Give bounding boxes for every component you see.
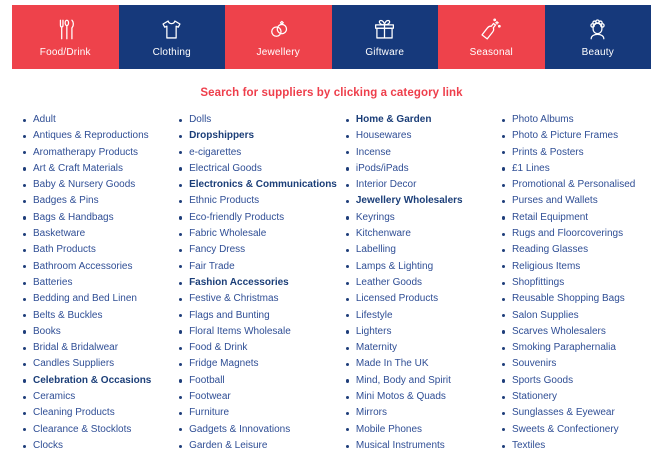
- tab-label: Giftware: [365, 47, 405, 58]
- category-link-reading-glasses[interactable]: Reading Glasses: [493, 242, 649, 258]
- category-column-1: [14, 112, 170, 454]
- category-link-ipods-ipads[interactable]: iPods/iPads: [337, 161, 493, 177]
- category-link-mind-body-and-spirit[interactable]: Mind, Body and Spirit: [337, 373, 493, 389]
- category-link-celebration-occasions[interactable]: Celebration & Occasions: [14, 373, 170, 389]
- category-link-cleaning-products[interactable]: Cleaning Products: [14, 405, 170, 421]
- tab-beauty[interactable]: [545, 5, 652, 69]
- category-link-interior-decor[interactable]: Interior Decor: [337, 177, 493, 193]
- tab-seasonal[interactable]: [438, 5, 545, 69]
- rings-icon: [265, 16, 292, 43]
- category-link-stationery[interactable]: Stationery: [493, 389, 649, 405]
- category-link-electrical-goods[interactable]: Electrical Goods: [170, 161, 337, 177]
- tab-label: Seasonal: [469, 47, 513, 58]
- category-link-scarves-wholesalers[interactable]: Scarves Wholesalers: [493, 324, 649, 340]
- category-link-lamps-lighting[interactable]: Lamps & Lighting: [337, 259, 493, 275]
- category-link-salon-supplies[interactable]: Salon Supplies: [493, 308, 649, 324]
- category-link-ceramics[interactable]: Ceramics: [14, 389, 170, 405]
- category-link-bridal-bridalwear[interactable]: Bridal & Bridalwear: [14, 340, 170, 356]
- category-link-clearance-stocklots[interactable]: Clearance & Stocklots: [14, 422, 170, 438]
- category-link-photo-albums[interactable]: Photo Albums: [493, 112, 649, 128]
- category-link-e-cigarettes[interactable]: e-cigarettes: [170, 145, 337, 161]
- tab-giftware[interactable]: [332, 5, 439, 69]
- category-link-souvenirs[interactable]: Souvenirs: [493, 356, 649, 372]
- category-link-bedding-and-bed-linen[interactable]: Bedding and Bed Linen: [14, 291, 170, 307]
- category-link-mobile-phones[interactable]: Mobile Phones: [337, 422, 493, 438]
- gift-icon: [371, 16, 398, 43]
- category-link-badges-pins[interactable]: Badges & Pins: [14, 193, 170, 209]
- category-link-fair-trade[interactable]: Fair Trade: [170, 259, 337, 275]
- category-link-lighters[interactable]: Lighters: [337, 324, 493, 340]
- tab-jewellery[interactable]: [225, 5, 332, 69]
- category-link-garden-leisure[interactable]: Garden & Leisure: [170, 438, 337, 454]
- category-link-adult[interactable]: Adult: [14, 112, 170, 128]
- category-link-incense[interactable]: Incense: [337, 145, 493, 161]
- tab-clothing[interactable]: [119, 5, 226, 69]
- category-link-footwear[interactable]: Footwear: [170, 389, 337, 405]
- category-link-sweets-confectionery[interactable]: Sweets & Confectionery: [493, 422, 649, 438]
- category-link-smoking-paraphernalia[interactable]: Smoking Paraphernalia: [493, 340, 649, 356]
- category-tab-bar: [12, 5, 651, 69]
- category-link-kitchenware[interactable]: Kitchenware: [337, 226, 493, 242]
- category-link-fridge-magnets[interactable]: Fridge Magnets: [170, 356, 337, 372]
- category-link-shopfittings[interactable]: Shopfittings: [493, 275, 649, 291]
- category-link-mirrors[interactable]: Mirrors: [337, 405, 493, 421]
- category-link-licensed-products[interactable]: Licensed Products: [337, 291, 493, 307]
- category-link-bathroom-accessories[interactable]: Bathroom Accessories: [14, 259, 170, 275]
- category-link-maternity[interactable]: Maternity: [337, 340, 493, 356]
- category-link-jewellery-wholesalers[interactable]: Jewellery Wholesalers: [337, 193, 493, 209]
- category-link-keyrings[interactable]: Keyrings: [337, 210, 493, 226]
- category-link-prints-posters[interactable]: Prints & Posters: [493, 145, 649, 161]
- tshirt-icon: [158, 16, 185, 43]
- category-link-textiles[interactable]: Textiles: [493, 438, 649, 454]
- tab-label: Beauty: [581, 47, 614, 58]
- category-link-fabric-wholesale[interactable]: Fabric Wholesale: [170, 226, 337, 242]
- champagne-icon: [478, 16, 505, 43]
- category-link-ethnic-products[interactable]: Ethnic Products: [170, 193, 337, 209]
- category-link-labelling[interactable]: Labelling: [337, 242, 493, 258]
- category-link-belts-buckles[interactable]: Belts & Buckles: [14, 308, 170, 324]
- category-link-fashion-accessories[interactable]: Fashion Accessories: [170, 275, 337, 291]
- category-link-musical-instruments[interactable]: Musical Instruments: [337, 438, 493, 454]
- category-link-housewares[interactable]: Housewares: [337, 128, 493, 144]
- category-link-bags-handbags[interactable]: Bags & Handbags: [14, 210, 170, 226]
- category-link-rugs-and-floorcoverings[interactable]: Rugs and Floorcoverings: [493, 226, 649, 242]
- category-link-photo-picture-frames[interactable]: Photo & Picture Frames: [493, 128, 649, 144]
- category-link-batteries[interactable]: Batteries: [14, 275, 170, 291]
- category-link-sports-goods[interactable]: Sports Goods: [493, 373, 649, 389]
- category-link-football[interactable]: Football: [170, 373, 337, 389]
- category-link-books[interactable]: Books: [14, 324, 170, 340]
- category-link-retail-equipment[interactable]: Retail Equipment: [493, 210, 649, 226]
- category-link-dolls[interactable]: Dolls: [170, 112, 337, 128]
- tab-label: Food/Drink: [39, 47, 91, 58]
- category-link-reusable-shopping-bags[interactable]: Reusable Shopping Bags: [493, 291, 649, 307]
- category-link-electronics-communications[interactable]: Electronics & Communications: [170, 177, 337, 193]
- tab-label: Jewellery: [256, 47, 300, 58]
- category-link-baby-nursery-goods[interactable]: Baby & Nursery Goods: [14, 177, 170, 193]
- category-link-home-garden[interactable]: Home & Garden: [337, 112, 493, 128]
- category-link-basketware[interactable]: Basketware: [14, 226, 170, 242]
- category-link-religious-items[interactable]: Religious Items: [493, 259, 649, 275]
- category-link-furniture[interactable]: Furniture: [170, 405, 337, 421]
- category-link-grid: [0, 112, 663, 454]
- page-heading: Search for suppliers by clicking a category link: [200, 87, 463, 99]
- category-link-bath-products[interactable]: Bath Products: [14, 242, 170, 258]
- category-link-festive-christmas[interactable]: Festive & Christmas: [170, 291, 337, 307]
- category-link-food-drink[interactable]: Food & Drink: [170, 340, 337, 356]
- category-link-eco-friendly-products[interactable]: Eco-friendly Products: [170, 210, 337, 226]
- category-link-leather-goods[interactable]: Leather Goods: [337, 275, 493, 291]
- category-link-1-lines[interactable]: £1 Lines: [493, 161, 649, 177]
- category-link-promotional-personalised[interactable]: Promotional & Personalised: [493, 177, 649, 193]
- tab-label: Clothing: [152, 47, 191, 58]
- category-link-lifestyle[interactable]: Lifestyle: [337, 308, 493, 324]
- beauty-icon: [584, 16, 611, 43]
- category-link-gadgets-innovations[interactable]: Gadgets & Innovations: [170, 422, 337, 438]
- category-column-3: [337, 112, 493, 454]
- category-link-clocks[interactable]: Clocks: [14, 438, 170, 454]
- category-link-sunglasses-eyewear[interactable]: Sunglasses & Eyewear: [493, 405, 649, 421]
- category-link-aromatherapy-products[interactable]: Aromatherapy Products: [14, 145, 170, 161]
- category-link-flags-and-bunting[interactable]: Flags and Bunting: [170, 308, 337, 324]
- category-link-made-in-the-uk[interactable]: Made In The UK: [337, 356, 493, 372]
- category-column-2: [170, 112, 337, 454]
- category-link-fancy-dress[interactable]: Fancy Dress: [170, 242, 337, 258]
- category-link-purses-and-wallets[interactable]: Purses and Wallets: [493, 193, 649, 209]
- category-link-antiques-reproductions[interactable]: Antiques & Reproductions: [14, 128, 170, 144]
- cutlery-icon: [52, 16, 79, 43]
- category-column-4: [493, 112, 649, 454]
- category-link-dropshippers[interactable]: Dropshippers: [170, 128, 337, 144]
- category-link-candles-suppliers[interactable]: Candles Suppliers: [14, 356, 170, 372]
- category-link-art-craft-materials[interactable]: Art & Craft Materials: [14, 161, 170, 177]
- category-link-floral-items-wholesale[interactable]: Floral Items Wholesale: [170, 324, 337, 340]
- tab-food-drink[interactable]: [12, 5, 119, 69]
- category-link-mini-motos-quads[interactable]: Mini Motos & Quads: [337, 389, 493, 405]
